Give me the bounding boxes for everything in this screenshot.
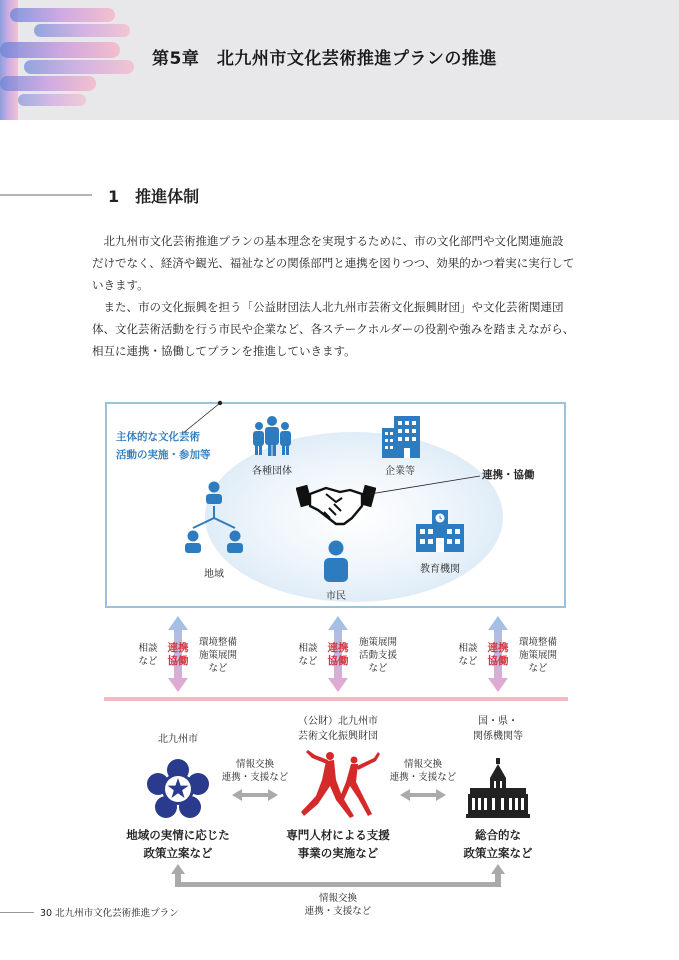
link-right-label: 施策展開 活動支援 など: [358, 637, 397, 674]
foundation-role: 専門人材による支援 事業の実施など: [286, 828, 390, 860]
link-left-label: 相談 など: [138, 643, 158, 667]
link-middle-label: 連携 協働: [487, 642, 509, 667]
citizens-label: 市民: [326, 591, 346, 602]
education-label: 教育機関: [420, 564, 460, 575]
paragraph-line: 相互に連携・協働してプランを推進していきます。: [92, 344, 356, 358]
link-left-label: 相談 など: [458, 643, 478, 667]
footer: [40, 905, 179, 919]
handshake-icon: [296, 474, 376, 530]
companies-label: 企業等: [385, 466, 415, 477]
link-middle-label: 連携 協働: [167, 642, 189, 667]
region-label: 地域: [204, 569, 224, 580]
paragraph-line: 北九州市文化芸術推進プランの基本理念を実現するために、市の文化部門や文化関連施設: [103, 234, 564, 248]
building-icon: [380, 414, 422, 458]
paragraph-line: 体、文化芸術活動を行う市民や企業など、各ステークホルダーの役割や強みを踏まえながら、: [92, 322, 575, 336]
footer-rule: [0, 912, 34, 913]
national-role: 総合的な 政策立案など: [463, 828, 533, 860]
paragraph-line: だけでなく、経済や観光、福祉などの関係部門と連携を図りつつ、効果的かつ着実に実行して: [92, 256, 575, 270]
community-icon: [184, 480, 244, 558]
exchange-bottom-label: 情報交換 連携・支援など: [304, 893, 372, 917]
link-right-label: 環境整備 施策展開 など: [198, 637, 237, 674]
city-name: 北九州市: [158, 734, 198, 745]
groups-label: 各種団体: [252, 466, 292, 477]
link-left-label: 相談 など: [298, 643, 318, 667]
footer-title: 北九州市文化芸術推進プラン: [55, 908, 179, 919]
collaboration-pointer: [368, 468, 484, 498]
chapter-title: 第5章 北九州市文化芸術推進プランの推進: [152, 49, 497, 69]
collaboration-label: 連携・協働: [482, 469, 535, 481]
national-name: 国・県・ 関係機関等: [473, 716, 523, 742]
paragraph-line: いきます。: [92, 278, 149, 292]
exchange-right-label: 情報交換 連携・支援など: [389, 759, 457, 783]
link-right-label: 環境整備 施策展開 など: [518, 637, 557, 674]
school-icon: [414, 508, 466, 552]
section-title: 1 推進体制: [108, 187, 200, 206]
paragraph-1: [92, 230, 588, 296]
exchange-left-label: 情報交換 連携・支援など: [221, 759, 289, 783]
person-icon: [321, 540, 351, 582]
divider-line: [104, 697, 568, 701]
bottom-exchange-arrow: [0, 862, 679, 892]
header-decoration: [0, 0, 140, 120]
callout-label: 主体的な文化芸術 活動の実施・参加等: [116, 431, 211, 461]
groups-icon: [250, 414, 294, 458]
page-number: 30: [40, 908, 53, 919]
foundation-name: （公財）北九州市 芸術文化振興財団: [298, 716, 378, 742]
section-rule: [0, 194, 92, 196]
paragraph-2: [92, 296, 588, 362]
paragraph-line: また、市の文化振興を担う「公益財団法人北九州市芸術文化振興財団」や文化芸術関連団: [103, 300, 564, 314]
city-role: 地域の実情に応じた 政策立案など: [126, 828, 230, 860]
exchange-arrows: [0, 780, 679, 810]
link-middle-label: 連携 協働: [327, 642, 349, 667]
